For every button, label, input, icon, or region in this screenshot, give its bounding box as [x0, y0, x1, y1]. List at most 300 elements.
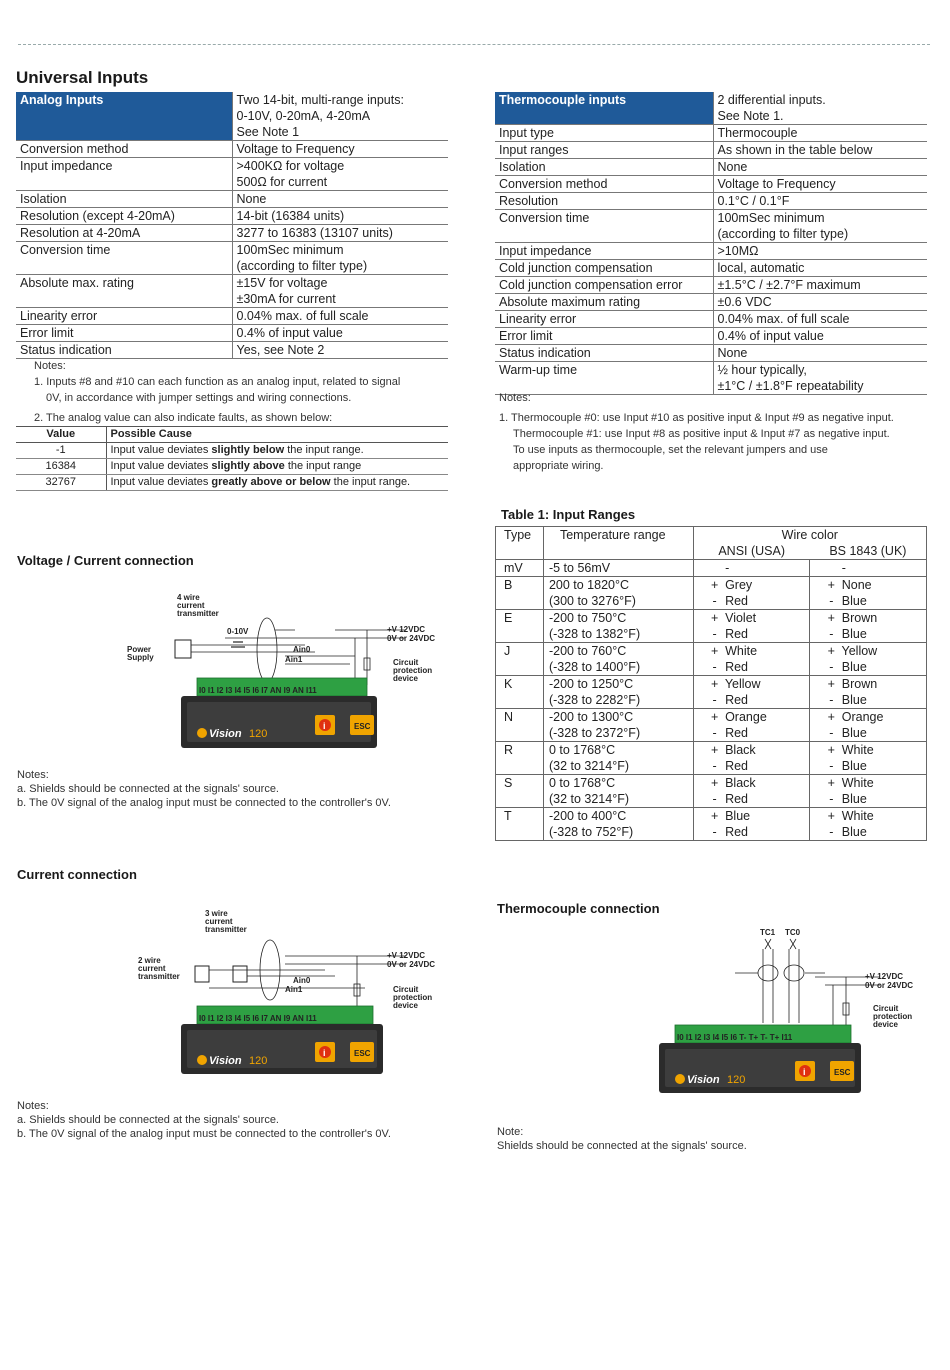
wire-name: Red: [721, 627, 749, 641]
analog-value: [232, 158, 448, 191]
voltage-notes: [17, 768, 391, 810]
lbl-4wire-3: transmitter: [177, 609, 219, 618]
wire-sign: +: [827, 743, 835, 757]
wire-name: Yellow: [838, 644, 878, 658]
tc-note-line: Note:: [497, 1126, 524, 1138]
range-temp: [543, 709, 693, 742]
range-row: [496, 560, 927, 577]
thermo-row: [495, 142, 927, 159]
lbl-ain1: Ain1: [285, 655, 303, 664]
voltage-note-line: b. The 0V signal of the analog input must be connected to the controller's 0V.: [17, 797, 391, 809]
cause-text: [106, 443, 448, 459]
thermo-row: [495, 311, 927, 328]
analog-row: [16, 242, 448, 275]
wire-sign: +: [827, 809, 835, 823]
analog-note-1: [34, 374, 400, 406]
lbl-circuit-1: Circuit: [873, 1004, 899, 1013]
brand-model: 120: [249, 1055, 268, 1067]
cause-bold: slightly below: [211, 444, 285, 456]
thermo-value-line: (according to filter type): [717, 227, 849, 241]
thermo-value-line: local, automatic: [717, 261, 805, 275]
thermo-value: [713, 260, 927, 277]
wire-name: Brown: [838, 677, 878, 691]
thermo-value: [713, 210, 927, 243]
wire-sign: +: [827, 578, 835, 592]
wire-name: Red: [721, 759, 749, 773]
wire-color: [708, 725, 805, 741]
lbl-0v: 0V or 24VDC: [865, 981, 914, 990]
wire-name: White: [838, 809, 874, 823]
lbl-circuit-1: Circuit: [393, 658, 419, 667]
wire-sign: -: [829, 627, 834, 641]
thermo-row: [495, 277, 927, 294]
wire-color: [824, 824, 921, 840]
thermo-value-line: Thermocouple: [717, 126, 798, 140]
wire-name: Red: [721, 825, 749, 839]
lbl-0v: 0V or 24VDC: [387, 960, 436, 969]
cause-post: the input range.: [330, 476, 411, 488]
thermo-value-line: See Note 1.: [717, 109, 784, 123]
thermo-value: [713, 362, 927, 395]
ranges-col-ansi: ANSI (USA): [693, 543, 810, 560]
lbl-circuit-1: Circuit: [393, 985, 419, 994]
analog-value: [232, 92, 448, 141]
thermo-value: [713, 142, 927, 159]
wire-name: White: [838, 776, 874, 790]
thermo-value-line: 0.04% max. of full scale: [717, 312, 850, 326]
range-ansi: [693, 775, 810, 808]
wire-name: Blue: [838, 627, 867, 641]
analog-value: [232, 242, 448, 275]
thermo-note-line: To use inputs as thermocouple, set the relevant jumpers and use: [513, 444, 828, 456]
wire-sign: +: [710, 677, 719, 691]
range-temp-line: -200 to 1250°C: [548, 677, 634, 691]
lbl-ain1: Ain1: [285, 985, 303, 994]
cause-pre: Input value deviates: [110, 460, 212, 472]
wire-sign: -: [829, 660, 834, 674]
analog-value: [232, 342, 448, 359]
analog-notes: [34, 358, 66, 374]
wire-sign: -: [712, 594, 717, 608]
wire-sign: +: [710, 611, 719, 625]
range-row: [496, 577, 927, 610]
thermo-label: Conversion time: [495, 210, 713, 243]
analog-label: Input impedance: [16, 158, 232, 191]
range-row: [496, 775, 927, 808]
analog-row: [16, 308, 448, 325]
esc-label: ESC: [354, 1049, 371, 1058]
wire-color: [708, 560, 805, 576]
analog-label: Conversion method: [16, 141, 232, 158]
wire-color: [708, 824, 805, 840]
thermo-value-line: As shown in the table below: [717, 143, 873, 157]
wire-sign: +: [827, 644, 835, 658]
analog-row: [16, 92, 448, 141]
wire-sign: -: [829, 792, 834, 806]
wire-name: -: [838, 561, 846, 575]
info-icon: i: [803, 1067, 806, 1077]
range-temp: [543, 775, 693, 808]
wire-color: [708, 692, 805, 708]
analog-value-line: None: [236, 192, 267, 206]
terminal-labels: I0 I1 I2 I3 I4 I5 I6 I7 AN I9 AN I11: [199, 1014, 317, 1023]
cause-post: the input range.: [284, 444, 364, 456]
cause-value: 16384: [16, 459, 106, 475]
cause-row: [16, 443, 448, 459]
lbl-circuit-2: protection: [873, 1012, 913, 1021]
range-bs: [810, 709, 927, 742]
range-temp-line: -5 to 56mV: [548, 561, 611, 575]
lbl-2wire-2: current: [138, 964, 166, 973]
range-temp-line: (-328 to 1382°F): [548, 627, 641, 641]
thermo-value: [713, 294, 927, 311]
wire-color: [708, 593, 805, 609]
thermo-row: [495, 210, 927, 243]
page-title: Universal Inputs: [16, 68, 149, 87]
thermo-value-line: 0.4% of input value: [717, 329, 824, 343]
analog-value-line: 0-10V, 0-20mA, 4-20mA: [236, 109, 371, 123]
range-type: R: [496, 742, 544, 775]
thermo-label: Conversion method: [495, 176, 713, 193]
range-ansi: [693, 643, 810, 676]
lbl-3wire-3: transmitter: [205, 925, 247, 934]
lbl-circuit-3: device: [873, 1020, 898, 1029]
wire-color: [708, 577, 805, 593]
wire-name: Blue: [838, 759, 867, 773]
range-bs: [810, 610, 927, 643]
range-temp-line: (-328 to 752°F): [548, 825, 634, 839]
lbl-3wire-2: current: [205, 917, 233, 926]
wire-color: [824, 742, 921, 758]
range-temp: [543, 560, 693, 577]
lbl-2wire-1: 2 wire: [138, 956, 161, 965]
range-ansi: [693, 808, 810, 841]
wire-color: [708, 742, 805, 758]
thermo-row: [495, 92, 927, 125]
current-notes: [17, 1099, 391, 1141]
lbl-circuit-3: device: [393, 674, 418, 683]
range-type: B: [496, 577, 544, 610]
lbl-4wire-2: current: [177, 601, 205, 610]
lbl-plus-v: +V 12VDC: [387, 625, 426, 634]
analog-value-line: 0.04% max. of full scale: [236, 309, 369, 323]
wire-sign: -: [712, 693, 717, 707]
analog-note-1b: 0V, in accordance with jumper settings and wiring connections.: [46, 392, 352, 404]
analog-label: Conversion time: [16, 242, 232, 275]
ranges-col-type: Type: [496, 527, 544, 560]
range-ansi: [693, 676, 810, 709]
analog-label: Error limit: [16, 325, 232, 342]
range-bs: [810, 775, 927, 808]
range-temp: [543, 676, 693, 709]
lbl-ain0: Ain0: [293, 976, 311, 985]
analog-value-line: Voltage to Frequency: [236, 142, 355, 156]
cause-head-cause: Possible Cause: [106, 427, 448, 443]
thermo-value: [713, 193, 927, 210]
wire-color: [708, 791, 805, 807]
wire-color: [824, 577, 921, 593]
wire-sign: -: [712, 759, 717, 773]
info-icon: i: [323, 721, 326, 731]
wire-color: [708, 610, 805, 626]
range-temp: [543, 610, 693, 643]
wire-sign: -: [712, 825, 717, 839]
thermo-label: Isolation: [495, 159, 713, 176]
analog-value-line: ±30mA for current: [236, 292, 336, 306]
wire-color: [824, 676, 921, 692]
analog-value: [232, 141, 448, 158]
range-ansi: [693, 577, 810, 610]
wire-name: Red: [721, 660, 749, 674]
terminal-labels: I0 I1 I2 I3 I4 I5 I6 T- T+ T- T+ I11: [677, 1033, 793, 1042]
wire-name: Blue: [838, 660, 867, 674]
thermo-label: Input impedance: [495, 243, 713, 260]
range-temp-line: -200 to 760°C: [548, 644, 627, 658]
current-note-line: a. Shields should be connected at the signals' source.: [17, 1114, 279, 1126]
voltage-note-line: Notes:: [17, 769, 49, 781]
analog-row: [16, 275, 448, 308]
range-temp-line: 0 to 1768°C: [548, 776, 616, 790]
lbl-circuit-2: protection: [393, 993, 433, 1002]
range-temp-line: -200 to 750°C: [548, 611, 627, 625]
cause-head-value: Value: [16, 427, 106, 443]
thermo-value: [713, 125, 927, 142]
thermo-value-line: 100mSec minimum: [717, 211, 825, 225]
thermo-row: [495, 193, 927, 210]
wire-sign: +: [710, 710, 719, 724]
cause-bold: greatly above or below: [211, 476, 331, 488]
thermo-row: [495, 328, 927, 345]
esc-label: ESC: [354, 722, 371, 731]
wire-color: [824, 725, 921, 741]
range-type: S: [496, 775, 544, 808]
analog-notes-title: Notes:: [34, 360, 66, 372]
range-ansi: [693, 709, 810, 742]
wire-sign: -: [829, 594, 834, 608]
thermo-label: Input ranges: [495, 142, 713, 159]
thermo-row: [495, 159, 927, 176]
range-type: T: [496, 808, 544, 841]
wire-name: Black: [721, 776, 756, 790]
voltage-wiring-diagram: [125, 590, 455, 750]
sun-logo-icon: [197, 728, 207, 738]
range-row: [496, 742, 927, 775]
wire-color: [824, 791, 921, 807]
lbl-power-2: Supply: [127, 653, 154, 662]
wire-name: Blue: [838, 825, 867, 839]
lbl-0-10v: 0-10V: [227, 627, 249, 636]
analog-label: Resolution (except 4-20mA): [16, 208, 232, 225]
wire-name: White: [838, 743, 874, 757]
wire-color: [824, 643, 921, 659]
thermo-row: [495, 345, 927, 362]
wire-sign: -: [829, 693, 834, 707]
thermocouple-section-title: Thermocouple connection: [497, 901, 660, 916]
thermo-row: [495, 260, 927, 277]
wire-sign: +: [710, 743, 719, 757]
range-row: [496, 676, 927, 709]
wire-color: [824, 626, 921, 642]
lbl-circuit-2: protection: [393, 666, 433, 675]
thermo-note-line: 1. Thermocouple #0: use Input #10 as positive input & Input #9 as negative input.: [499, 412, 894, 424]
analog-value-line: 100mSec minimum: [236, 243, 344, 257]
top-dashed-rule: [18, 44, 930, 45]
thermocouple-wiring-diagram: [655, 925, 935, 1095]
thermo-value-line: >10MΩ: [717, 244, 759, 258]
current-note-line: b. The 0V signal of the analog input must be connected to the controller's 0V.: [17, 1128, 391, 1140]
cause-bold: slightly above: [211, 460, 285, 472]
wire-name: Black: [721, 743, 756, 757]
ranges-col-bs: BS 1843 (UK): [810, 543, 927, 560]
analog-value-line: >400KΩ for voltage: [236, 159, 345, 173]
wire-color: [824, 775, 921, 791]
esc-label: ESC: [834, 1068, 851, 1077]
sun-logo-icon: [675, 1074, 685, 1084]
cause-text: [106, 459, 448, 475]
range-bs: [810, 742, 927, 775]
range-type: J: [496, 643, 544, 676]
wire-sign: -: [712, 660, 717, 674]
analog-label: Absolute max. rating: [16, 275, 232, 308]
ranges-title: Table 1: Input Ranges: [501, 507, 636, 522]
analog-spec-table: [16, 92, 448, 359]
thermo-label: Resolution: [495, 193, 713, 210]
wire-name: None: [838, 578, 872, 592]
wire-color: [708, 626, 805, 642]
wire-color: [708, 676, 805, 692]
ranges-col-wire: Wire color: [693, 527, 926, 544]
brand-vision: Vision: [209, 728, 242, 740]
analog-value-line: 14-bit (16384 units): [236, 209, 345, 223]
brand-model: 120: [249, 728, 268, 740]
thermo-label: Cold junction compensation error: [495, 277, 713, 294]
analog-row: [16, 225, 448, 242]
range-row: [496, 610, 927, 643]
wire-sign: -: [829, 726, 834, 740]
wire-name: Yellow: [721, 677, 761, 691]
lbl-3wire-1: 3 wire: [205, 909, 228, 918]
wire-sign: +: [710, 644, 719, 658]
wire-sign: -: [829, 759, 834, 773]
wire-color: [824, 709, 921, 725]
thermo-value-line: 2 differential inputs.: [717, 93, 826, 107]
cause-text: [106, 475, 448, 491]
thermo-label: Thermocouple inputs: [495, 92, 713, 125]
sun-logo-icon: [197, 1055, 207, 1065]
thermo-label: Linearity error: [495, 311, 713, 328]
range-temp: [543, 742, 693, 775]
wire-name: Blue: [838, 693, 867, 707]
analog-value: [232, 325, 448, 342]
analog-row: [16, 342, 448, 359]
wire-sign: +: [827, 776, 835, 790]
analog-label: Linearity error: [16, 308, 232, 325]
voltage-section-title: Voltage / Current connection: [17, 553, 194, 568]
thermo-value-line: ±1.5°C / ±2.7°F maximum: [717, 278, 861, 292]
wire-name: Red: [721, 594, 749, 608]
wire-color: [824, 659, 921, 675]
wire-name: -: [721, 561, 730, 575]
wire-color: [824, 593, 921, 609]
analog-value: [232, 275, 448, 308]
analog-value-line: See Note 1: [236, 125, 300, 139]
analog-row: [16, 158, 448, 191]
range-temp-line: (300 to 3276°F): [548, 594, 636, 608]
range-ansi: [693, 560, 810, 577]
wire-name: Blue: [838, 726, 867, 740]
thermo-notes-title: Notes:: [499, 392, 531, 404]
thermo-value: [713, 328, 927, 345]
wire-color: [824, 692, 921, 708]
thermo-value: [713, 92, 927, 125]
lbl-plus-v: +V 12VDC: [387, 951, 426, 960]
thermo-value-line: ±0.6 VDC: [717, 295, 772, 309]
range-temp-line: -200 to 400°C: [548, 809, 627, 823]
analog-row: [16, 325, 448, 342]
range-bs: [810, 643, 927, 676]
lbl-tc0: TC0: [785, 928, 801, 937]
brand-vision: Vision: [209, 1055, 242, 1067]
wire-name: Blue: [838, 594, 867, 608]
range-ansi: [693, 742, 810, 775]
range-temp-line: (32 to 3214°F): [548, 759, 629, 773]
wire-sign: +: [710, 578, 719, 592]
range-type: N: [496, 709, 544, 742]
range-temp-line: (32 to 3214°F): [548, 792, 629, 806]
ranges-col-temp: Temperature range: [543, 527, 693, 560]
brand-vision: Vision: [687, 1074, 720, 1086]
wire-name: Violet: [721, 611, 757, 625]
thermo-value: [713, 159, 927, 176]
wire-sign: -: [712, 726, 717, 740]
wire-sign: +: [827, 710, 835, 724]
analog-label: Isolation: [16, 191, 232, 208]
thermo-label: Input type: [495, 125, 713, 142]
analog-label: Analog Inputs: [16, 92, 232, 141]
analog-note-1a: 1. Inputs #8 and #10 can each function as an analog input, related to signal: [34, 376, 401, 388]
shield-loop: [257, 618, 277, 682]
wire-name: Brown: [838, 611, 878, 625]
lbl-plus-v: +V 12VDC: [865, 972, 904, 981]
range-bs: [810, 676, 927, 709]
analog-value: [232, 208, 448, 225]
thermo-row: [495, 243, 927, 260]
wire-name: Orange: [721, 710, 767, 724]
analog-value-line: Two 14-bit, multi-range inputs:: [236, 93, 404, 107]
wire-name: Blue: [721, 809, 751, 823]
thermo-label: Cold junction compensation: [495, 260, 713, 277]
analog-value: [232, 191, 448, 208]
cause-row: [16, 475, 448, 491]
thermocouple-notes: [497, 1125, 747, 1153]
thermo-label: Warm-up time: [495, 362, 713, 395]
thermo-row: [495, 176, 927, 193]
wire-sign: +: [710, 776, 719, 790]
wire-color: [708, 758, 805, 774]
input-ranges-table: [495, 526, 927, 841]
thermo-row: [495, 294, 927, 311]
analog-row: [16, 191, 448, 208]
wire-sign: +: [827, 677, 835, 691]
wire-color: [824, 560, 921, 576]
thermo-note-line: Thermocouple #1: use Input #8 as positive input & Input #7 as negative input.: [513, 428, 890, 440]
range-temp: [543, 577, 693, 610]
analog-value-line: 0.4% of input value: [236, 326, 343, 340]
analog-row: [16, 141, 448, 158]
tc-note-line: Shields should be connected at the signals' source.: [497, 1140, 747, 1152]
wire-color: [824, 808, 921, 824]
analog-value: [232, 308, 448, 325]
